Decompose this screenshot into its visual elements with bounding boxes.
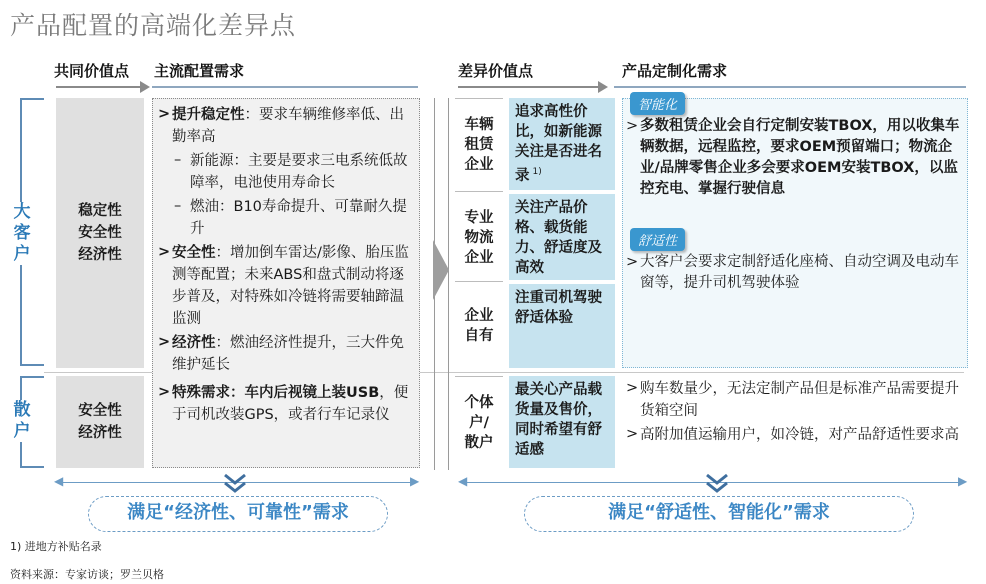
custom-need-scatter-list <box>626 378 960 446</box>
page-title: 产品配置的高端化差异点 <box>10 11 297 40</box>
header-diff-value: 差异价值点 <box>458 62 534 80</box>
list-item: > 购车数量少，无法定制产品但是标准产品需要提升货箱空间 <box>626 380 959 419</box>
common-value-large: 稳定性 安全性 经济性 <box>56 98 144 368</box>
pill-comfort-smart: 满足“舒适性、智能化”需求 <box>524 496 914 532</box>
diff-value-individual: 最关心产品载货量及售价，同时希望有舒适感 <box>509 376 615 468</box>
chevron-down-icon <box>222 472 248 494</box>
header-underline-custom <box>614 86 966 88</box>
mainstream-item: > 经济性：燃油经济性提升，三大件免维护延长 <box>158 334 404 373</box>
custom-need-smart: > 多数租赁企业会自行定制安装TBOX，用以收集车辆数据，远程监控，要求OEM预留端口；物流企业/品牌零售企业多会要求OEM安装TBOX，以监控充电、掌握行驶信息 <box>626 118 960 197</box>
diff-value-logistics: 关注产品价格、载货能力、舒适度及高效 <box>509 194 615 280</box>
header-arrow-head-right <box>598 81 608 93</box>
common-value-scatter: 安全性 经济性 <box>56 376 144 468</box>
header-custom: 产品定制化需求 <box>622 62 728 80</box>
mainstream-item: > 提升稳定性：要求车辆维修率低、出勤率高 <box>158 106 404 145</box>
right-arrow-icon: ▶ <box>410 474 420 488</box>
left-arrow-icon: ◀ <box>54 474 64 488</box>
header-arrow-line-left <box>56 86 142 88</box>
tag-comfort: 舒适性 <box>630 228 685 251</box>
pill-economy-reliability: 满足“经济性、可靠性”需求 <box>88 496 388 532</box>
customer-rental: 车辆 租赁 企业 <box>455 98 503 192</box>
segment-large-customer: 大 客 户 <box>10 202 34 265</box>
left-arrow-icon: ◀ <box>458 474 468 488</box>
customer-logistics: 专业 物流 企业 <box>455 194 503 282</box>
header-mainstream: 主流配置需求 <box>154 62 245 80</box>
custom-need-comfort: > 大客户会要求定制舒适化座椅、自动空调及电动车窗等，提升司机驾驶体验 <box>626 254 959 291</box>
header-arrow-head-left <box>140 81 150 93</box>
chevron-down-icon <box>704 472 730 494</box>
diff-value-rental: 追求高性价比，如新能源关注是否进名录 $^{1)}$ <box>509 98 615 190</box>
right-arrow-icon: ▶ <box>958 474 968 488</box>
mainstream-list <box>158 104 414 426</box>
diff-value-own-fleet: 注重司机驾驶舒适体验 <box>509 284 615 368</box>
header-arrow-line-right <box>458 86 600 88</box>
tag-smart: 智能化 <box>630 92 685 115</box>
mainstream-subitem: – 新能源：主要是要求三电系统低故障率，电池使用寿命长 <box>174 152 408 191</box>
mainstream-item: > 安全性：增加倒车雷达/影像、胎压监测等配置；未来ABS和盘式制动将逐步普及，对特殊如冷链将需要轴蹄温监测 <box>158 244 409 327</box>
segment-scatter-customer: 散 户 <box>10 400 34 442</box>
list-item: > 高附加值运输用户，如冷链，对产品舒适性要求高 <box>626 426 959 443</box>
mainstream-subitem: – 燃油：B10寿命提升、可靠耐久提升 <box>174 198 407 237</box>
center-chevron-icon <box>433 240 449 300</box>
header-common-value: 共同价值点 <box>54 62 130 80</box>
header-underline-mainstream <box>152 86 418 88</box>
mainstream-item: > 特殊需求：车内后视镜上装USB，便于司机改装GPS，或者行车记录仪 <box>158 384 409 423</box>
customer-individual: 个体 户/ 散户 <box>455 376 503 468</box>
source-note: 资料来源：专家访谈；罗兰贝格 <box>10 568 164 581</box>
footnote: 1) 进地方补贴名录 <box>10 540 102 553</box>
customer-own-fleet: 企业 自有 <box>464 308 494 344</box>
